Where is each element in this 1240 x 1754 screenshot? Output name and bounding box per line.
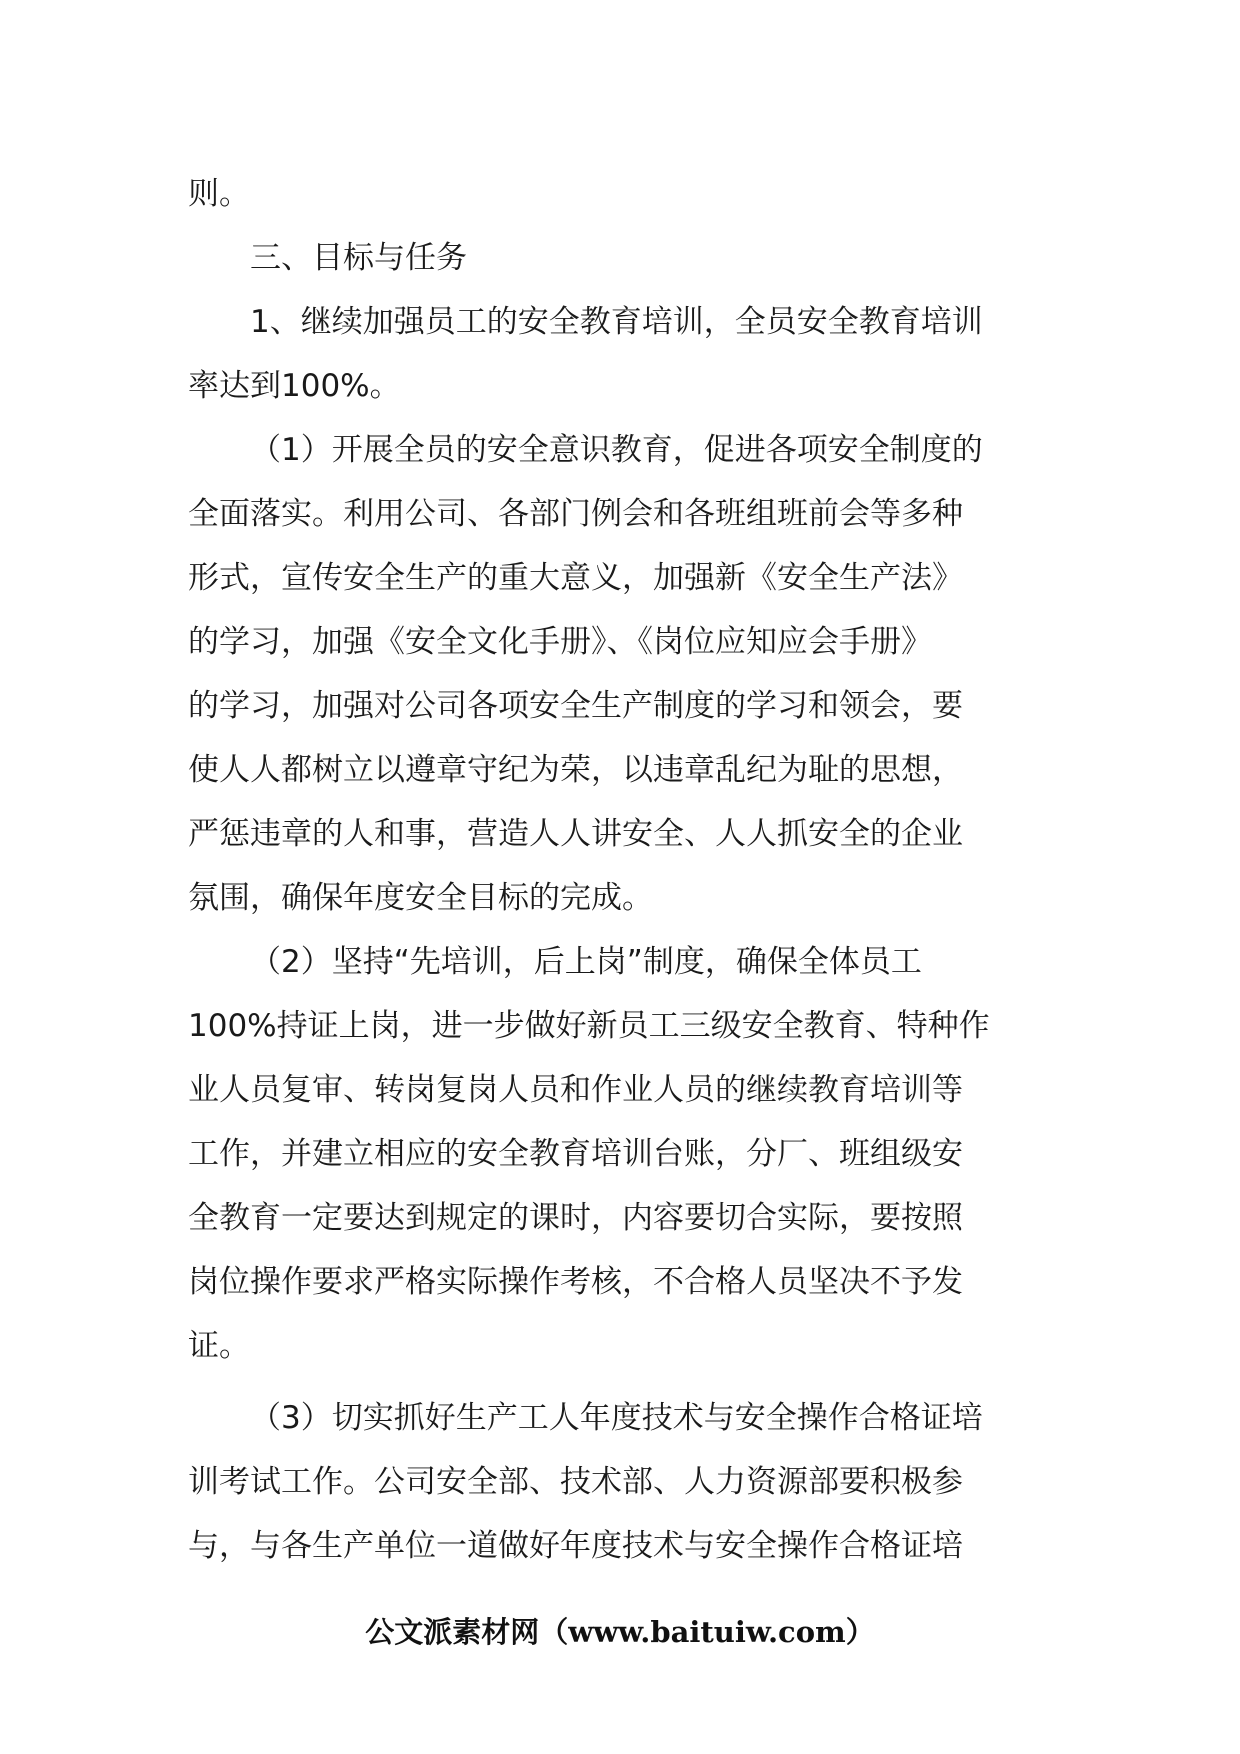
section-heading: 三、目标与任务 (250, 240, 467, 276)
text-line-13: （2）坚持“先培训，后上岗”制度，确保全体员工 (250, 944, 922, 980)
text-line-21: 训考试工作。公司安全部、技术部、人力资源部要积极参 (188, 1464, 963, 1500)
text-line-17: 全教育一定要达到规定的课时，内容要切合实际，要按照 (188, 1200, 963, 1236)
text-line-20: （3）切实抓好生产工人年度技术与安全操作合格证培 (250, 1400, 983, 1436)
text-line-15: 业人员复审、转岗复岗人员和作业人员的继续教育培训等 (188, 1072, 963, 1108)
text-line-10: 使人人都树立以遵章守纪为荣，以违章乱纪为耻的思想， (188, 752, 963, 788)
text-line-7: 形式，宣传安全生产的重大意义，加强新《安全生产法》 (188, 560, 963, 596)
text-line-11: 严惩违章的人和事，营造人人讲安全、人人抓安全的企业 (188, 816, 963, 852)
text-line-19: 证。 (188, 1328, 250, 1364)
text-line-9: 的学习，加强对公司各项安全生产制度的学习和领会，要 (188, 688, 963, 724)
text-line-14: 100%持证上岗，进一步做好新员工三级安全教育、特种作 (188, 1008, 990, 1044)
text-line-16: 工作，并建立相应的安全教育培训台账，分厂、班组级安 (188, 1136, 963, 1172)
text-line-4: 率达到100%。 (188, 368, 401, 404)
text-line-1: 则。 (188, 176, 250, 212)
text-line-6: 全面落实。利用公司、各部门例会和各班组班前会等多种 (188, 496, 963, 532)
text-line-12: 氛围，确保年度安全目标的完成。 (188, 880, 653, 916)
text-line-3: 1、继续加强员工的安全教育培训，全员安全教育培训 (250, 304, 983, 340)
text-line-5: （1）开展全员的安全意识教育，促进各项安全制度的 (250, 432, 983, 468)
text-line-8: 的学习，加强《安全文化手册》、《岗位应知应会手册》 (188, 624, 932, 660)
footer-watermark: 公文派素材网（www.baituiw.com） (365, 1615, 875, 1649)
text-line-22: 与，与各生产单位一道做好年度技术与安全操作合格证培 (188, 1528, 963, 1564)
text-line-18: 岗位操作要求严格实际操作考核，不合格人员坚决不予发 (188, 1264, 963, 1300)
